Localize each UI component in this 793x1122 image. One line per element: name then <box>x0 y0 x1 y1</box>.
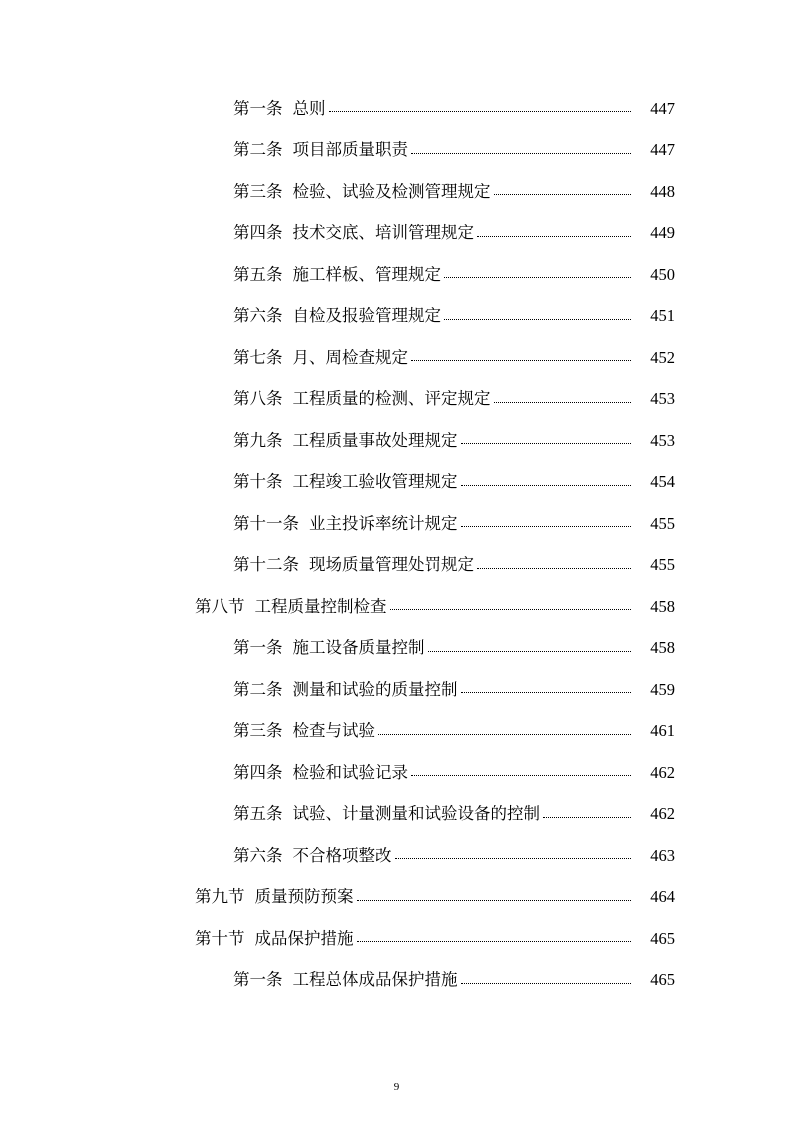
toc-entry-number: 第三条 <box>233 721 283 740</box>
toc-entry-number: 第三条 <box>233 181 283 201</box>
toc-entry-number: 第九条 <box>233 430 283 450</box>
toc-entry-page: 447 <box>650 98 675 118</box>
toc-entry-page: 463 <box>650 845 675 865</box>
toc-entry-page: 458 <box>650 638 675 657</box>
dot-leader <box>461 485 632 486</box>
toc-entry-title: 工程总体成品保护措施 <box>292 970 458 989</box>
dot-leader <box>444 277 631 278</box>
toc-entry[interactable] <box>0 296 793 338</box>
dot-leader <box>411 775 631 776</box>
toc-entry-title: 月、周检查规定 <box>292 347 408 367</box>
toc-entry[interactable] <box>0 835 793 877</box>
toc-entry-number: 第一条 <box>233 970 283 989</box>
toc-entry[interactable] <box>0 794 793 836</box>
toc-entry[interactable] <box>0 379 793 421</box>
toc-entry-number: 第一条 <box>233 98 283 118</box>
dot-leader <box>329 111 632 112</box>
toc-entry-page: 451 <box>650 306 675 325</box>
dot-leader <box>477 236 631 237</box>
toc-entry-title: 工程竣工验收管理规定 <box>292 472 458 491</box>
toc-entry-title: 施工样板、管理规定 <box>292 264 441 284</box>
toc-entry-number: 第十二条 <box>233 555 299 574</box>
dot-leader <box>357 900 632 901</box>
toc-entry-page: 464 <box>650 887 675 906</box>
toc-entry[interactable] <box>0 669 793 711</box>
toc-entry-title: 工程质量控制检查 <box>254 596 387 616</box>
toc-entry-number: 第二条 <box>233 679 283 699</box>
toc-entry[interactable] <box>0 877 793 919</box>
dot-leader <box>428 651 632 652</box>
dot-leader <box>390 609 632 610</box>
toc-entry-number: 第九节 <box>195 887 245 906</box>
toc-entry-page: 448 <box>650 181 675 201</box>
dot-leader <box>494 402 632 403</box>
toc-entry-page: 452 <box>650 347 675 367</box>
toc-entry-number: 第十节 <box>195 928 245 948</box>
dot-leader <box>444 319 631 320</box>
toc-entry-number: 第四条 <box>233 762 283 782</box>
toc-entry-number: 第六条 <box>233 306 283 325</box>
toc-entry[interactable] <box>0 918 793 960</box>
toc-entry-title: 技术交底、培训管理规定 <box>292 223 474 242</box>
dot-leader <box>411 153 631 154</box>
toc-entry-number: 第五条 <box>233 264 283 284</box>
toc-entry-page: 462 <box>650 762 675 782</box>
toc-entry-page: 462 <box>650 804 675 823</box>
toc-entry-page: 454 <box>650 472 675 491</box>
toc-entry[interactable] <box>0 254 793 296</box>
toc-entry[interactable] <box>0 586 793 628</box>
toc-entry-title: 检验和试验记录 <box>292 762 408 782</box>
toc-entry[interactable] <box>0 628 793 670</box>
toc-entry-title: 成品保护措施 <box>254 928 354 948</box>
dot-leader <box>494 194 632 195</box>
dot-leader <box>395 858 632 859</box>
toc-entry-title: 质量预防预案 <box>254 887 354 906</box>
toc-entry[interactable] <box>0 545 793 587</box>
toc-entry-page: 455 <box>650 513 675 533</box>
toc-entry[interactable] <box>0 420 793 462</box>
toc-entry-title: 工程质量事故处理规定 <box>292 430 458 450</box>
toc-entry-page: 449 <box>650 223 675 242</box>
dot-leader <box>357 941 632 942</box>
dot-leader <box>477 568 631 569</box>
page-number: 9 <box>393 1081 400 1093</box>
toc-entry-title: 项目部质量职责 <box>292 140 408 159</box>
toc-entry-number: 第二条 <box>233 140 283 159</box>
toc-entry[interactable] <box>0 88 793 130</box>
dot-leader <box>461 443 632 444</box>
toc-entry-title: 自检及报验管理规定 <box>292 306 441 325</box>
toc-entry-title: 检查与试验 <box>292 721 375 740</box>
toc-entry-title: 业主投诉率统计规定 <box>309 513 458 533</box>
toc-entry-title: 试验、计量测量和试验设备的控制 <box>292 804 540 823</box>
toc-entry-number: 第八条 <box>233 389 283 408</box>
toc-entry[interactable] <box>0 960 793 1002</box>
dot-leader <box>461 692 632 693</box>
toc-entry[interactable] <box>0 462 793 504</box>
dot-leader <box>543 817 631 818</box>
toc-entry-title: 施工设备质量控制 <box>292 638 425 657</box>
toc-entry-number: 第五条 <box>233 804 283 823</box>
toc-entry-page: 465 <box>650 970 675 989</box>
toc-entry[interactable] <box>0 130 793 172</box>
dot-leader <box>461 526 632 527</box>
toc-entry-number: 第十一条 <box>233 513 299 533</box>
toc-entry-number: 第十条 <box>233 472 283 491</box>
toc-entry-page: 453 <box>650 389 675 408</box>
dot-leader <box>378 734 631 735</box>
toc-entry-title: 检验、试验及检测管理规定 <box>292 181 491 201</box>
toc-entry-page: 450 <box>650 264 675 284</box>
toc-entry[interactable] <box>0 711 793 753</box>
dot-leader <box>461 983 632 984</box>
toc-entry-number: 第八节 <box>195 596 245 616</box>
dot-leader <box>411 360 631 361</box>
table-of-contents <box>0 88 793 1001</box>
toc-entry-title: 总则 <box>292 98 326 118</box>
toc-entry-page: 465 <box>650 928 675 948</box>
toc-entry-title: 不合格项整改 <box>292 845 392 865</box>
toc-entry-page: 458 <box>650 596 675 616</box>
toc-entry[interactable] <box>0 171 793 213</box>
toc-entry-number: 第四条 <box>233 223 283 242</box>
toc-entry-title: 现场质量管理处罚规定 <box>309 555 474 574</box>
toc-entry[interactable] <box>0 752 793 794</box>
toc-entry-page: 455 <box>650 555 675 574</box>
toc-entry[interactable] <box>0 213 793 255</box>
toc-entry-number: 第六条 <box>233 845 283 865</box>
toc-entry-page: 453 <box>650 430 675 450</box>
toc-entry-title: 测量和试验的质量控制 <box>292 679 458 699</box>
toc-entry-page: 461 <box>650 721 675 740</box>
toc-entry-page: 447 <box>650 140 675 159</box>
toc-entry-number: 第七条 <box>233 347 283 367</box>
toc-entry-title: 工程质量的检测、评定规定 <box>292 389 491 408</box>
toc-entry[interactable] <box>0 503 793 545</box>
toc-entry-page: 459 <box>650 679 675 699</box>
toc-entry[interactable] <box>0 337 793 379</box>
toc-entry-number: 第一条 <box>233 638 283 657</box>
